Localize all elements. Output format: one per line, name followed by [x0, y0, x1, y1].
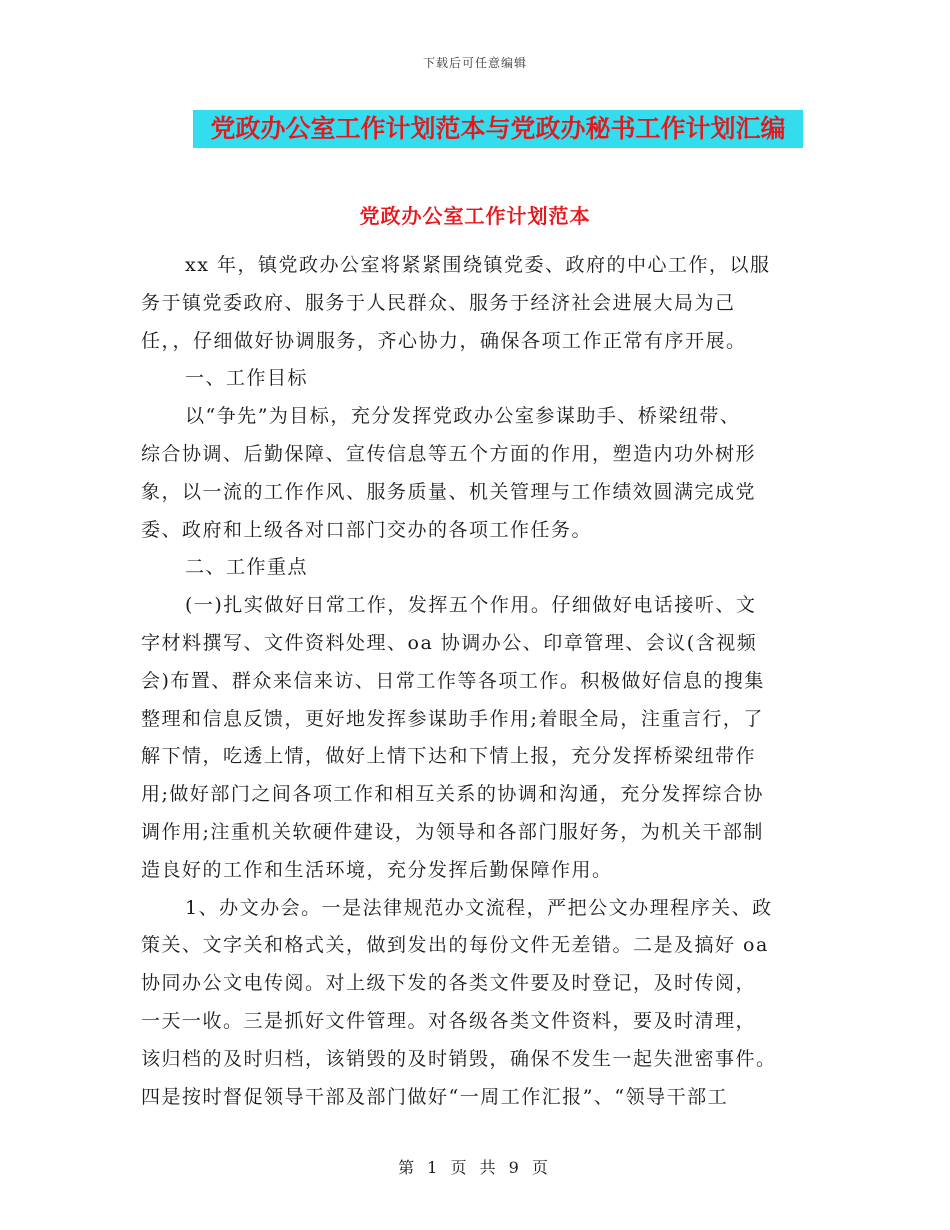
page-footer: 第 1 页 共 9 页 — [398, 1158, 552, 1177]
paragraph-line: (一)扎实做好日常工作，发挥五个作用。仔细做好电话接听、文 — [185, 594, 757, 617]
paragraph-line: 整理和信息反馈，更好地发挥参谋助手作用;着眼全局，注重言行，了 — [141, 707, 764, 730]
paragraph-line: 协同办公文电传阅。对上级下发的各类文件要及时登记，及时传阅， — [141, 972, 757, 995]
paragraph-line: 务于镇党委政府、服务于人民群众、服务于经济社会进展大局为己 — [141, 291, 736, 314]
section-heading: 一、工作目标 — [185, 367, 309, 390]
paragraph-line: 调作用;注重机关软硬件建设，为领导和各部门服好务，为机关干部制 — [141, 820, 764, 843]
paragraph-line: 象，以一流的工作作风、服务质量、机关管理与工作绩效圆满完成党 — [141, 480, 757, 503]
paragraph-line: 解下情，吃透上情，做好上情下达和下情上报，充分发挥桥梁纽带作 — [141, 745, 757, 768]
paragraph-line: 造良好的工作和生活环境，充分发挥后勤保障作用。 — [141, 858, 613, 881]
body-text — [141, 247, 821, 1116]
section-title: 党政办公室工作计划范本 — [359, 204, 591, 228]
paragraph-line: 一天一收。三是抓好文件管理。对各级各类文件资料，要及时清理， — [141, 1009, 757, 1032]
paragraph-line: 四是按时督促领导干部及部门做好“一周工作汇报”、“领导干部工 — [141, 1085, 729, 1108]
paragraph-line: 策关、文字关和格式关，做到发出的每份文件无差错。二是及搞好 oa — [141, 934, 769, 957]
header-note: 下载后可任意编辑 — [422, 56, 527, 70]
section-heading: 二、工作重点 — [185, 556, 309, 579]
paragraph-line: 用;做好部门之间各项工作和相互关系的协调和沟通，充分发挥综合协 — [141, 783, 764, 806]
paragraph-line: 综合协调、后勤保障、宣传信息等五个方面的作用，塑造内功外树形 — [141, 442, 757, 465]
paragraph-line: 字材料撰写、文件资料处理、oa 协调办公、印章管理、会议(含视频 — [141, 631, 758, 654]
document-title: 党政办公室工作计划范本与党政办秘书工作计划汇编 — [193, 110, 803, 148]
paragraph-line: 会)布置、群众来信来访、日常工作等各项工作。积极做好信息的搜集 — [141, 669, 765, 692]
paragraph-line: 1、办文办会。一是法律规范办文流程，严把公文办理程序关、政 — [185, 896, 773, 919]
paragraph-line: 委、政府和上级各对口部门交办的各项工作任务。 — [141, 518, 593, 541]
paragraph-line: xx 年，镇党政办公室将紧紧围绕镇党委、政府的中心工作，以服 — [185, 254, 771, 276]
paragraph-line: 该归档的及时归档，该销毁的及时销毁，确保不发生一起失泄密事件。 — [141, 1047, 777, 1070]
paragraph-line: 任，，仔细做好协调服务，齐心协力，确保各项工作正常有序开展。 — [141, 329, 747, 352]
paragraph-line: 以“争先”为目标，充分发挥党政办公室参谋助手、桥梁纽带、 — [185, 405, 741, 428]
